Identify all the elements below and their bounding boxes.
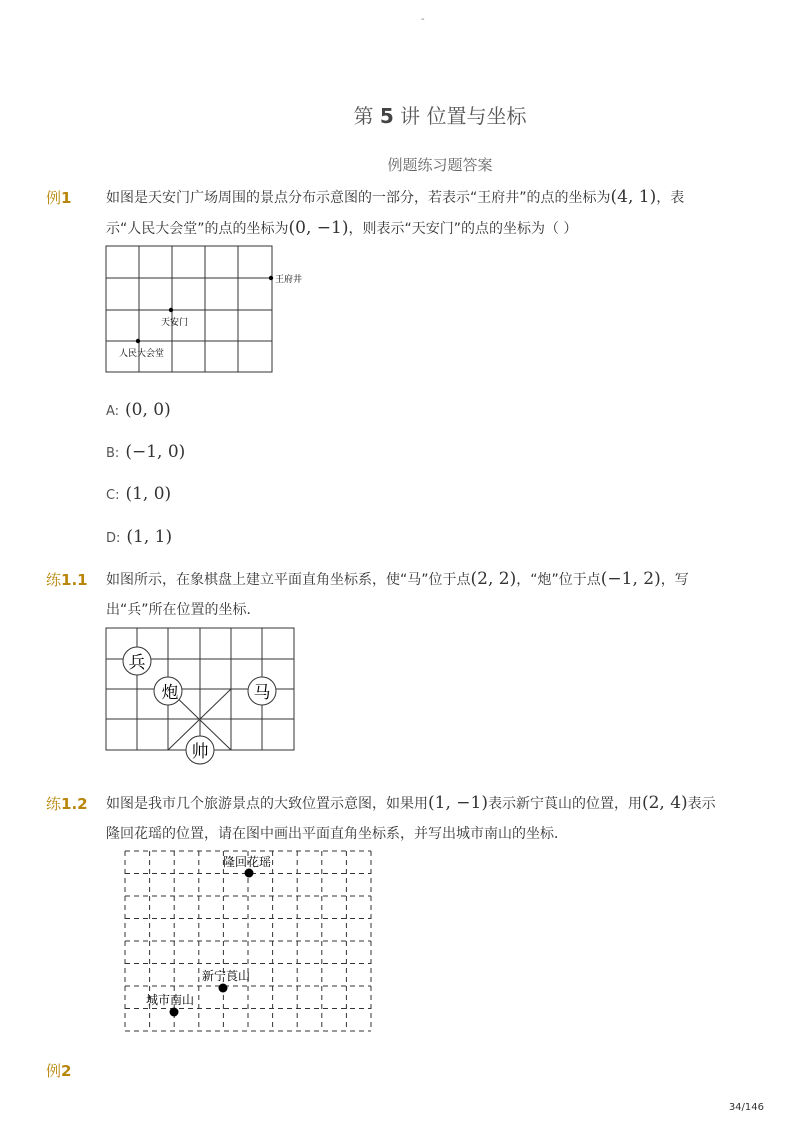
longhui-label: 隆回花瑶 — [223, 855, 272, 869]
example-1-label-num: 1 — [61, 189, 72, 207]
option-d-key: D: — [106, 531, 121, 546]
page-title — [0, 100, 800, 129]
shuai-label: 帅 — [191, 742, 209, 762]
title-suffix: 讲 位置与坐标 — [393, 104, 527, 128]
pao-label: 炮 — [161, 683, 179, 703]
example-1-line-1 — [106, 182, 746, 213]
option-b[interactable] — [106, 442, 185, 462]
ex1-text-b: ，表 — [656, 190, 685, 206]
exercise-1-2-line-2: 隆回花瑶的位置，请在图中画出平面直角坐标系，并写出城市南山的坐标． — [106, 826, 568, 842]
ex3-math-b: (2, 4) — [641, 793, 688, 813]
example-2-label — [46, 1060, 71, 1081]
ex3-text-c: 表示 — [687, 796, 716, 812]
exercise-1-2-line-1 — [106, 788, 746, 819]
option-c[interactable] — [106, 484, 171, 504]
ma-label: 马 — [253, 683, 271, 703]
renmin-point — [136, 339, 140, 343]
exercise-1-2-label-pre: 练 — [46, 795, 62, 813]
tiananmen-point — [169, 308, 173, 312]
exercise-1-2-question — [106, 788, 746, 849]
shuai-piece — [186, 736, 214, 764]
ex1-text-d: ，则表示“天安门”的点的坐标为（ ） — [348, 221, 578, 237]
ex2-text-b: ，“炮”位于点 — [516, 572, 601, 588]
example-1-line-2 — [106, 213, 746, 244]
xinning-point — [219, 984, 228, 993]
example-1-label — [46, 187, 71, 208]
tiananmen-label: 天安门 — [161, 318, 189, 328]
pao-piece — [154, 677, 182, 705]
example-2-label-num: 2 — [61, 1062, 72, 1080]
example-1-question — [106, 182, 746, 244]
option-c-key: C: — [106, 488, 120, 503]
bing-piece — [123, 647, 151, 675]
option-d[interactable] — [106, 527, 172, 547]
ex3-math-a: (1, −1) — [428, 793, 488, 813]
ex1-text-a: 如图是天安门广场周围的景点分布示意图的一部分，若表示“王府井”的点的坐标为 — [106, 190, 611, 206]
ex2-math-b: (−1, 2) — [600, 569, 661, 589]
option-b-value: (−1, 0) — [125, 442, 186, 462]
option-a-key: A: — [106, 404, 120, 419]
option-d-value: (1, 1) — [126, 527, 173, 547]
ex1-math-a: (4, 1) — [610, 187, 657, 207]
option-a-value: (0, 0) — [125, 400, 171, 420]
wangfujing-label: 王府井 — [275, 275, 303, 285]
exercise-1-1-label — [46, 569, 88, 590]
example-2-label-pre: 例 — [46, 1062, 62, 1080]
ex2-math-a: (2, 2) — [470, 569, 517, 589]
tourist-map-figure — [120, 848, 380, 1036]
exercise-1-2-label-num: 1.2 — [61, 795, 88, 813]
example-1-label-pre: 例 — [46, 189, 62, 207]
exercise-1-1-question — [106, 564, 746, 625]
header-mark: - — [421, 14, 425, 25]
page-number: 34/146 — [728, 1102, 764, 1113]
option-c-value: (1, 0) — [125, 484, 172, 504]
ex3-text-b: 表示新宁莨山的位置，用 — [487, 796, 642, 812]
wangfujing-point — [269, 276, 273, 280]
title-prefix: 第 — [353, 104, 380, 128]
exercise-1-1-line-2: 出“兵”所在位置的坐标． — [106, 602, 261, 618]
ex2-text-c: ，写 — [660, 572, 689, 588]
page-subtitle: 例题练习题答案 — [387, 156, 493, 174]
ex3-text-a: 如图是我市几个旅游景点的大致位置示意图，如果用 — [106, 796, 428, 812]
exercise-1-2-label — [46, 793, 88, 814]
bing-label: 兵 — [128, 653, 146, 673]
ex2-text-a: 如图所示，在象棋盘上建立平面直角坐标系，使“马”位于点 — [106, 572, 471, 588]
nanshan-point — [170, 1008, 179, 1017]
option-b-key: B: — [106, 446, 120, 461]
option-a[interactable] — [106, 400, 171, 420]
exercise-1-1-label-pre: 练 — [46, 571, 62, 589]
renmin-label: 人民大会堂 — [119, 349, 165, 359]
title-number: 5 — [379, 104, 394, 128]
tiananmen-map-figure — [104, 244, 314, 376]
exercise-1-1-line-1 — [106, 564, 746, 595]
ma-piece — [248, 677, 276, 705]
longhui-point — [245, 869, 254, 878]
ex1-text-c: 示“人民大会堂”的点的坐标为 — [106, 221, 289, 237]
nanshan-label: 城市南山 — [146, 993, 195, 1007]
exercise-1-1-label-num: 1.1 — [61, 571, 88, 589]
xinning-label: 新宁莨山 — [202, 969, 251, 983]
ex1-math-b: (0, −1) — [288, 218, 349, 238]
chessboard-figure — [104, 626, 298, 768]
